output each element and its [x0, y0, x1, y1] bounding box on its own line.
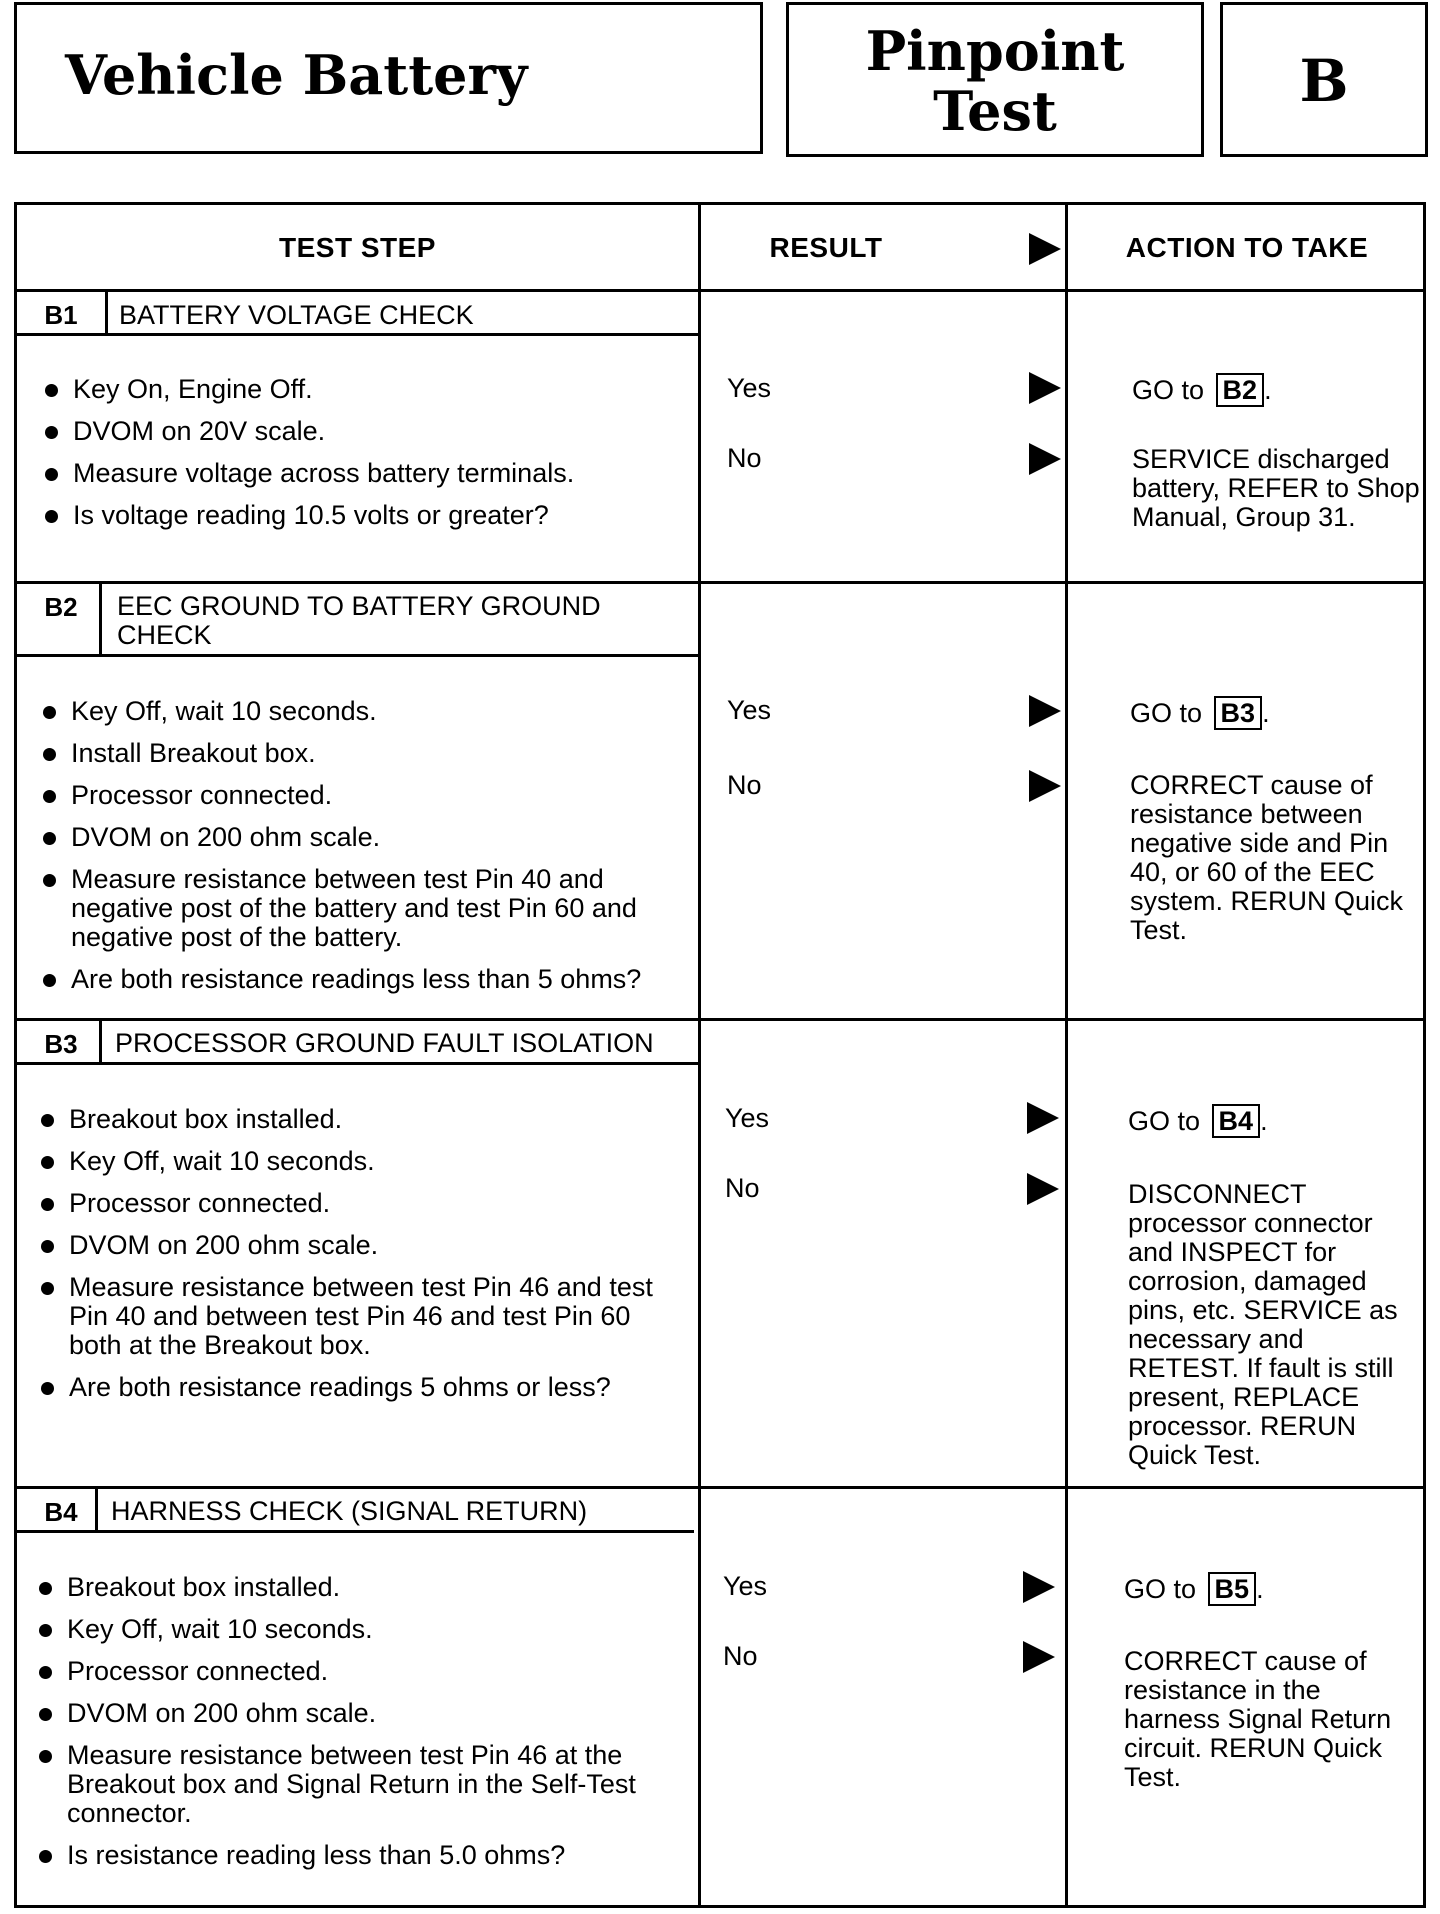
col-test-step: TEST STEP — [279, 232, 436, 263]
action-no: DISCONNECT processor connector and INSPECT for corrosion, damaged pins, etc. SERVICE as necessary and RETEST. If fault is still present, REPLACE processor. RERUN Quick Test. — [1128, 1179, 1398, 1470]
step-title-underline — [17, 654, 698, 657]
step-divider — [17, 581, 1423, 584]
bullet-item: Processor connected. — [39, 1189, 679, 1218]
step-id: B2 — [44, 592, 78, 622]
bullet-item: DVOM on 200 ohm scale. — [41, 823, 681, 852]
step-bullets — [39, 1105, 679, 1415]
step-id: B3 — [44, 1029, 78, 1059]
action-goto-label: GO to — [1132, 375, 1205, 405]
result-yes: Yes — [723, 1571, 768, 1601]
bullet-item: Key Off, wait 10 seconds. — [39, 1147, 679, 1176]
step-id: B1 — [44, 300, 78, 330]
bullet-item: Are both resistance readings 5 ohms or less? — [39, 1373, 679, 1402]
step-title: BATTERY VOLTAGE CHECK — [119, 300, 474, 330]
step-id-divider — [95, 1489, 98, 1531]
bullet-item: Install Breakout box. — [41, 739, 681, 768]
title-box — [14, 2, 763, 154]
step-bullets — [37, 1573, 677, 1883]
bullet-item: Key On, Engine Off. — [43, 375, 683, 404]
step-title-underline — [17, 333, 698, 336]
result-no: No — [723, 1641, 758, 1671]
bullet-item: Measure voltage across battery terminals. — [43, 459, 683, 488]
test-letter: B — [1299, 47, 1349, 115]
no-arrow-icon — [1029, 443, 1061, 475]
action-goto-label: GO to — [1128, 1106, 1201, 1136]
action-no: CORRECT cause of resistance in the harness Signal Return circuit. RERUN Quick Test. — [1124, 1646, 1392, 1792]
result-yes: Yes — [725, 1103, 770, 1133]
result-no: No — [725, 1173, 760, 1203]
yes-arrow-icon — [1027, 1102, 1059, 1134]
col-result: RESULT — [769, 232, 883, 263]
goto-step-link[interactable]: B2 — [1216, 373, 1265, 407]
bullet-item: Are both resistance readings less than 5 ohms? — [41, 965, 681, 994]
goto-step-link[interactable]: B4 — [1212, 1104, 1261, 1138]
goto-step-link[interactable]: B3 — [1214, 696, 1263, 730]
step-bullets — [41, 697, 681, 1007]
test-type-line1: Pinpoint — [865, 19, 1125, 83]
no-arrow-icon — [1027, 1173, 1059, 1205]
test-type-line2: Test — [933, 79, 1057, 143]
test-type-box — [786, 2, 1204, 157]
action-goto-label: GO to — [1124, 1574, 1197, 1604]
step-title-underline — [17, 1062, 698, 1065]
action-yes: GO to B4 . — [1128, 1106, 1268, 1136]
bullet-item: Is voltage reading 10.5 volts or greater? — [43, 501, 683, 530]
col-action: ACTION TO TAKE — [1125, 232, 1369, 263]
no-arrow-icon — [1029, 770, 1061, 802]
step-divider — [17, 1018, 1423, 1021]
step-divider — [17, 1486, 1423, 1489]
result-yes: Yes — [727, 695, 772, 725]
result-yes: Yes — [727, 373, 772, 403]
bullet-item: Measure resistance between test Pin 40 and negative post of the battery and test Pin 60 and negative post of the battery. — [41, 865, 681, 952]
bullet-item: Breakout box installed. — [37, 1573, 677, 1602]
action-no: CORRECT cause of resistance between negative side and Pin 40, or 60 of the EEC system. RERUN Quick Test. — [1130, 770, 1404, 945]
column-divider-1 — [698, 205, 701, 1905]
bullet-item: Measure resistance between test Pin 46 and test Pin 40 and between test Pin 46 and test Pin 60 both at the Breakout box. — [39, 1273, 679, 1360]
bullet-item: Breakout box installed. — [39, 1105, 679, 1134]
result-no: No — [727, 443, 762, 473]
bullet-item: DVOM on 200 ohm scale. — [37, 1699, 677, 1728]
action-yes: GO to B2 . — [1132, 375, 1272, 405]
action-yes: GO to B3 . — [1130, 698, 1270, 728]
yes-arrow-icon — [1023, 1571, 1055, 1603]
bullet-item: Key Off, wait 10 seconds. — [41, 697, 681, 726]
bullet-item: Is resistance reading less than 5.0 ohms? — [37, 1841, 677, 1870]
step-title: PROCESSOR GROUND FAULT ISOLATION — [115, 1028, 654, 1058]
bullet-item: Processor connected. — [41, 781, 681, 810]
no-arrow-icon — [1023, 1641, 1055, 1673]
header-arrow-icon — [1029, 233, 1061, 265]
yes-arrow-icon — [1029, 695, 1061, 727]
action-goto-label: GO to — [1130, 698, 1203, 728]
step-id-divider — [99, 1021, 102, 1063]
bullet-item: Measure resistance between test Pin 46 at the Breakout box and Signal Return in the Self-Test connector. — [37, 1741, 677, 1828]
yes-arrow-icon — [1029, 372, 1061, 404]
test-letter-box — [1220, 2, 1428, 157]
goto-step-link[interactable]: B5 — [1208, 1572, 1257, 1606]
action-yes: GO to B5 . — [1124, 1574, 1264, 1604]
result-no: No — [727, 770, 762, 800]
column-divider-2 — [1065, 205, 1068, 1905]
bullet-item: DVOM on 20V scale. — [43, 417, 683, 446]
step-title-underline — [17, 1530, 694, 1533]
action-no: SERVICE discharged battery, REFER to Shop Manual, Group 31. — [1132, 444, 1420, 532]
step-id-divider — [99, 584, 102, 655]
bullet-item: Processor connected. — [37, 1657, 677, 1686]
page-title: Vehicle Battery — [65, 43, 528, 107]
header-divider — [17, 289, 1423, 292]
step-id: B4 — [44, 1497, 78, 1527]
step-title: HARNESS CHECK (SIGNAL RETURN) — [111, 1496, 588, 1526]
step-bullets — [43, 375, 683, 543]
pinpoint-table — [14, 202, 1426, 1908]
bullet-item: Key Off, wait 10 seconds. — [37, 1615, 677, 1644]
step-title: EEC GROUND TO BATTERY GROUND CHECK — [117, 591, 601, 650]
bullet-item: DVOM on 200 ohm scale. — [39, 1231, 679, 1260]
step-id-divider — [105, 292, 108, 334]
